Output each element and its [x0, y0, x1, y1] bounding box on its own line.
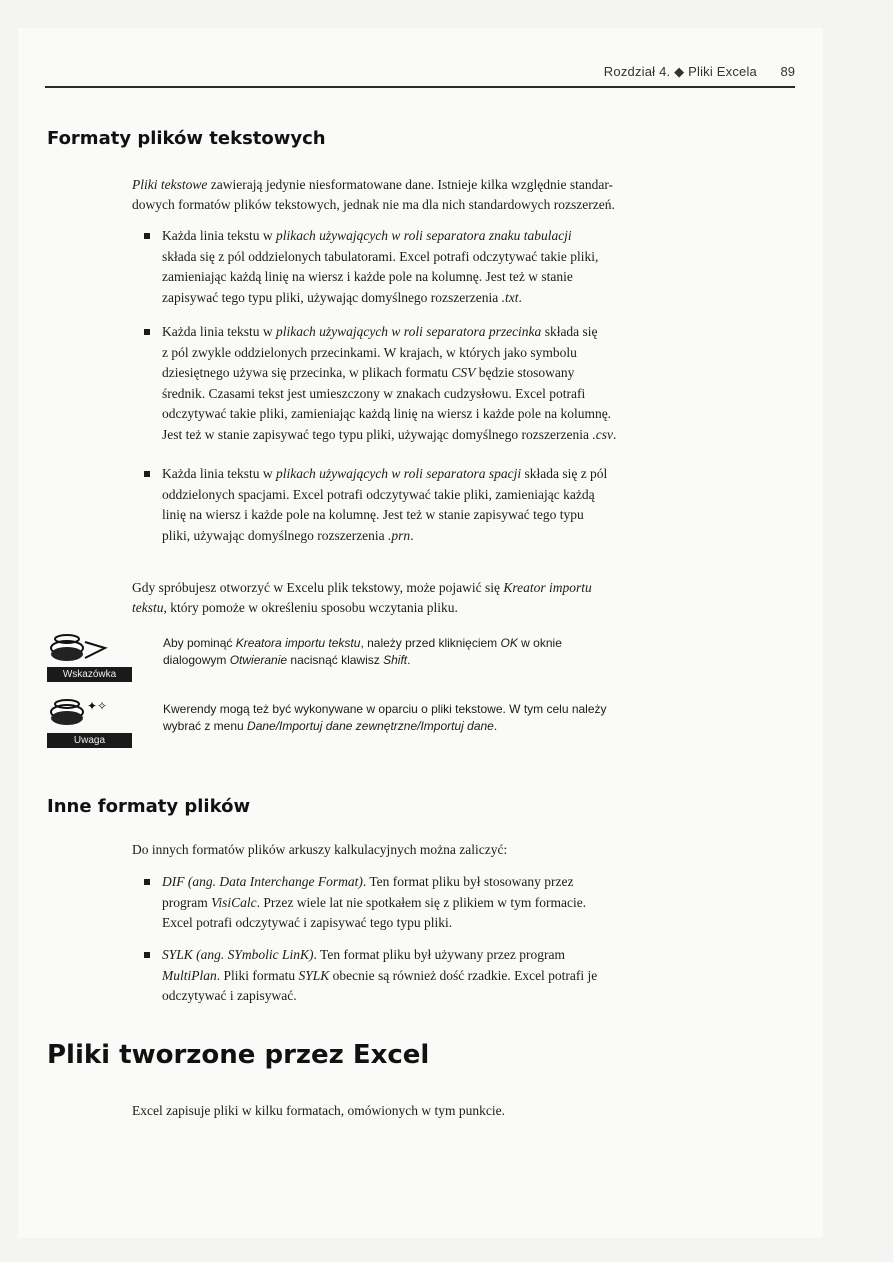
bullet-square-icon — [144, 879, 150, 885]
page-number: 89 — [780, 64, 795, 79]
bullet-square-icon — [144, 329, 150, 335]
tip-icon — [47, 630, 132, 682]
note-icon — [47, 696, 132, 748]
section1-outro: Gdy spróbujesz otworzyć w Excelu plik tekstowy, może pojawić się Kreator importu tekstu, który pomoże w określeniu sposobu wczytania pliku. — [132, 580, 592, 615]
bullet-square-icon — [144, 233, 150, 239]
note-label: Uwaga — [47, 733, 132, 748]
running-title: Rozdział 4. ◆ Pliki Excela — [603, 64, 757, 79]
list-item: SYLK (ang. SYmbolic LinK). Ten format pliku był używany przez program MultiPlan. Pliki formatu SYLK obecnie są również dość rzadkie. Excel potrafi je odczytywać i zapisywać. — [162, 945, 782, 1007]
tip-text: Aby pominąć Kreatora importu tekstu, należy przed kliknięciem OK w oknie dialogowym Otwieranie nacisnąć klawisz Shift. — [163, 636, 562, 667]
svg-text:✦✧: ✦✧ — [87, 699, 108, 713]
bullet-square-icon — [144, 952, 150, 958]
bullet-square-icon — [144, 471, 150, 477]
chapter-section-title: Pliki tworzone przez Excel — [47, 1040, 430, 1070]
tip-label: Wskazówka — [47, 667, 132, 682]
running-header — [45, 60, 795, 88]
section1-intro: Pliki tekstowe zawierają jedynie niesformatowane dane. Istnieje kilka względnie standar- dowych formatów plików tekstowych, jednak nie ma dla nich standardowych rozszerzeń. — [132, 177, 615, 212]
list-item: Każda linia tekstu w plikach używających w roli separatora znaku tabulacji składa się z pól oddzielonych tabulatorami. Excel potrafi odczytywać takie pliki, zamieniając każdą linię na wiersz i każde pole na kolumnę. Jest też w stanie zapisywać tego typu pliki, używając domyślnego rozszerzenia .txt. — [162, 226, 782, 308]
section2-intro: Do innych formatów plików arkuszy kalkulacyjnych można zaliczyć: — [132, 842, 508, 857]
note-text: Kwerendy mogą też być wykonywane w oparciu o pliki tekstowe. W tym celu należy wybrać z menu Dane/Importuj dane zewnętrzne/Importuj dane. — [163, 702, 607, 733]
list-item: DIF (ang. Data Interchange Format). Ten format pliku był stosowany przez program VisiCalc. Przez wiele lat nie spotkałem się z plikiem w tym formacie. Excel potrafi odczytywać i zapisywać tego typu pliki. — [162, 872, 782, 934]
list-item: Każda linia tekstu w plikach używających w roli separatora przecinka składa się z pól zwykle oddzielonych przecinkami. W krajach, w których jako symbolu dziesiętnego używa się przecinka, w plikach formatu CSV będzie stosowany średnik. Czasami tekst jest umieszczony w znakach cudzysłowu. Excel potrafi odczytywać takie pliki, zamieniając każdą linię na wiersz i każde pole na kolumnę. Jest też w stanie zapisywać tego typu pliki, używając domyślnego rozszerzenia .csv. — [162, 322, 782, 445]
section-title-other-formats: Inne formaty plików — [47, 796, 251, 817]
section-title-text-formats: Formaty plików tekstowych — [47, 128, 326, 149]
list-item: Każda linia tekstu w plikach używających w roli separatora spacji składa się z pól oddzielonych spacjami. Excel potrafi odczytywać takie pliki, zamieniając każdą linię na wiersz i każde pole na kolumnę. Jest też w stanie zapisywać tego typu pliki, używając domyślnego rozszerzenia .prn. — [162, 464, 782, 546]
section3-intro: Excel zapisuje pliki w kilku formatach, omówionych w tym punkcie. — [132, 1103, 506, 1118]
